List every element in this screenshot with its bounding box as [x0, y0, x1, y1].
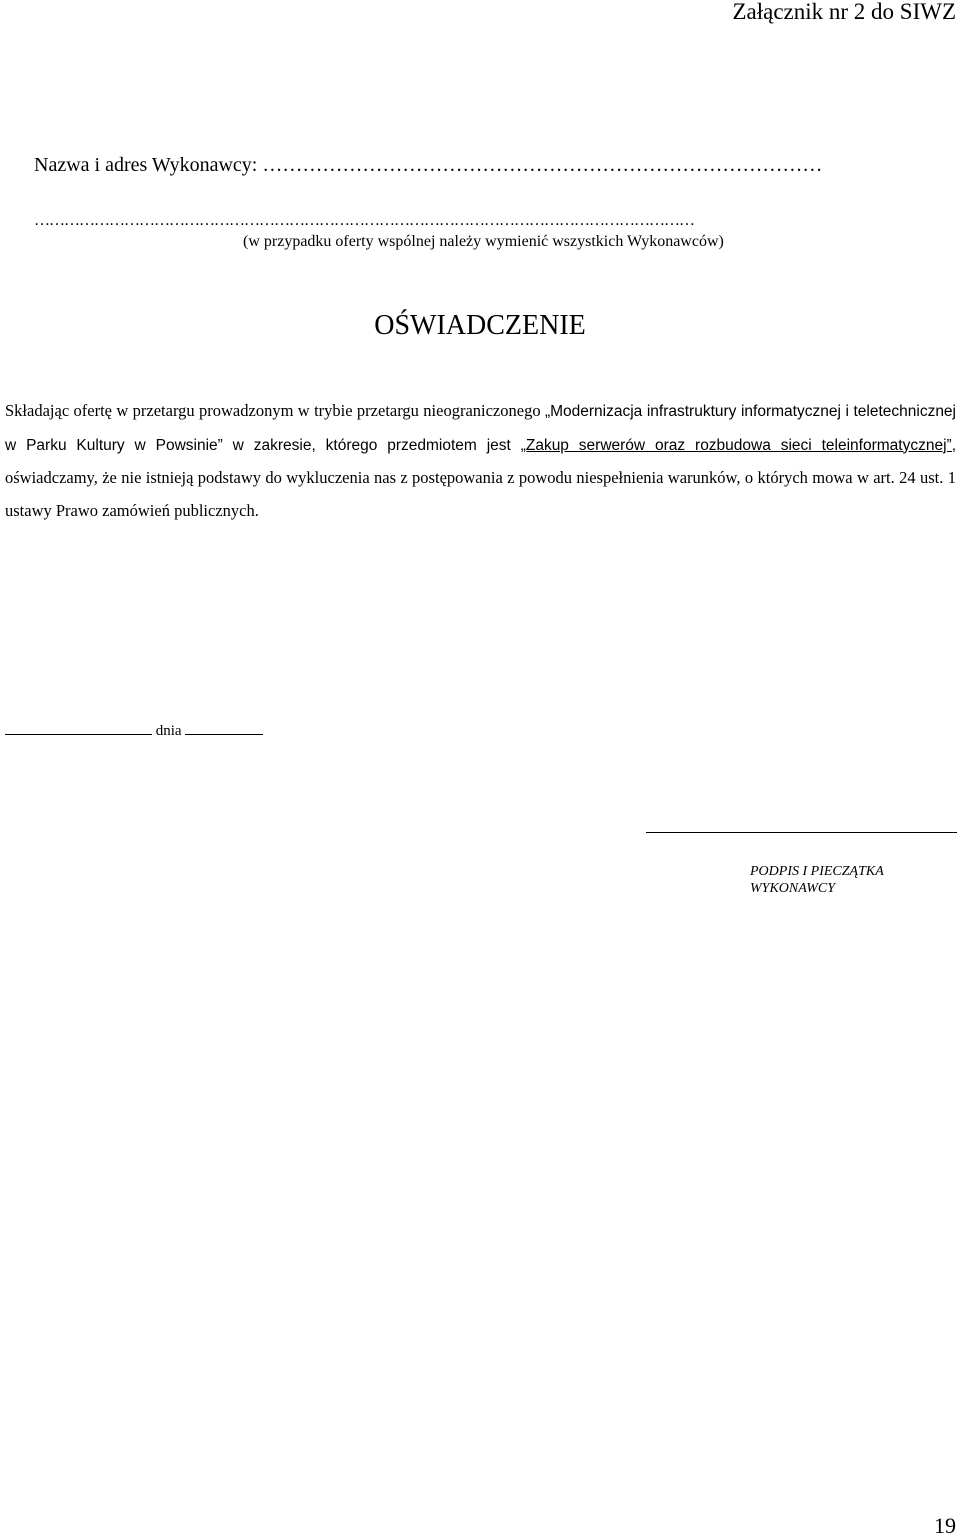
- signature-caption: PODPIS I PIECZĄTKA WYKONAWCY: [750, 864, 884, 896]
- date-label: dnia: [155, 723, 182, 739]
- body-part-2: oświadczamy, że nie istnieją podstawy do wykluczenia nas z postępowania z powodu niespełnienia warunków, o których mowa w art. 24 ust. 1 ustawy Prawo zamówień publicznych.: [5, 468, 956, 520]
- date-blank[interactable]: [185, 717, 263, 735]
- contractor-dots-line-1: …………………………………………………………………………: [262, 154, 823, 176]
- declaration-body: [5, 395, 956, 527]
- body-part-1: Składając ofertę w przetargu prowadzonym w trybie przetargu nieograniczonego: [5, 401, 545, 420]
- date-field: [5, 717, 263, 740]
- page-number: 19: [934, 1513, 956, 1538]
- contractor-dots-line-2: ……………………………………………………………………………………………………………………: [34, 212, 694, 229]
- attachment-label: Załącznik nr 2 do SIWZ: [732, 0, 956, 24]
- document-title: OŚWIADCZENIE: [374, 310, 586, 341]
- signature-line[interactable]: [646, 832, 957, 833]
- body-quote-2: „Zakup serwerów oraz rozbudowa sieci teleinformatycznej”,: [520, 436, 956, 454]
- body-quote-1: „Modernizacja infrastruktury informatycznej i teletechnicznej w Parku Kultury w Powsinie” w zakresie, którego przedmiotem jest: [5, 403, 956, 454]
- contractor-field: [34, 154, 822, 177]
- contractor-label: Nazwa i adres Wykonawcy:: [34, 154, 258, 176]
- place-blank[interactable]: [5, 717, 152, 735]
- joint-offer-note: (w przypadku oferty wspólnej należy wymienić wszystkich Wykonawców): [243, 233, 724, 250]
